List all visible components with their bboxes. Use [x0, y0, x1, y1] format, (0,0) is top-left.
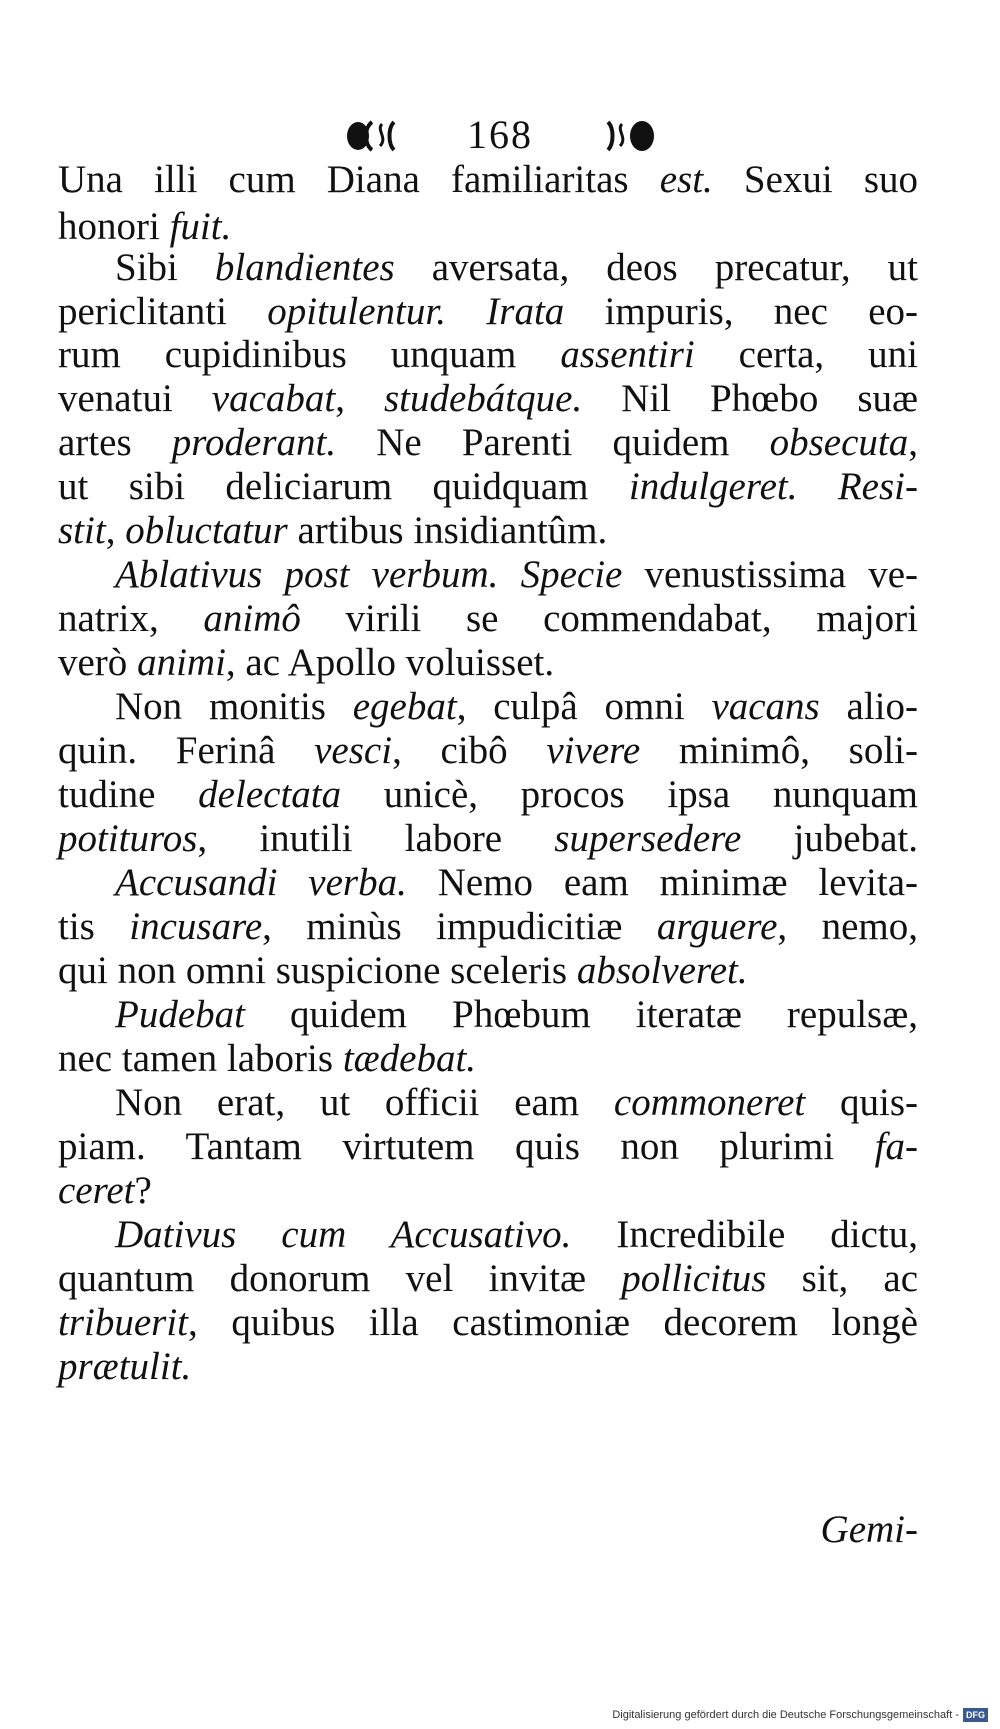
- text-segment: Sibi: [115, 246, 215, 289]
- text-segment: , inutili labore: [197, 817, 555, 860]
- text-segment: periclitanti: [58, 290, 268, 333]
- text-segment: [498, 553, 520, 596]
- text-segment: artes: [58, 421, 172, 464]
- text-line: [115, 1081, 918, 1125]
- text-segment: venatui: [58, 377, 212, 420]
- text-line: [115, 553, 918, 597]
- text-line: [115, 1213, 918, 1257]
- text-line: [58, 1169, 918, 1213]
- text-segment: aversata, deos precatur, ut: [394, 246, 918, 289]
- text-segment: tis: [58, 905, 130, 948]
- italic-segment: animô: [203, 597, 301, 640]
- text-line: [58, 773, 918, 817]
- text-segment: qui non omni suspicione sceleris: [58, 949, 577, 992]
- text-segment: [797, 465, 837, 508]
- italic-segment: vacans: [711, 685, 820, 728]
- italic-segment: vacabat: [211, 377, 336, 420]
- text-line: [115, 246, 918, 290]
- text-segment: quis-: [805, 1081, 918, 1124]
- text-segment: impuris, nec eo-: [564, 290, 919, 333]
- text-segment: Sexui suo: [712, 158, 918, 201]
- text-line: [58, 817, 918, 861]
- italic-segment: Resi-: [837, 465, 918, 508]
- italic-segment: est.: [659, 158, 713, 201]
- left-ornament-icon: [346, 116, 402, 154]
- italic-segment: absolveret.: [576, 949, 748, 992]
- right-ornament-icon: [600, 116, 656, 154]
- text-segment: [446, 290, 486, 333]
- text-line: [58, 333, 918, 377]
- text-segment: honori: [58, 205, 170, 248]
- italic-segment: Accusandi verba.: [115, 861, 407, 904]
- italic-segment: egebat: [352, 685, 457, 728]
- dfg-logo-icon: DFG: [963, 1708, 988, 1722]
- italic-segment: fuit.: [169, 205, 232, 248]
- italic-segment: Specie: [520, 553, 623, 596]
- text-segment: minimô, soli-: [640, 729, 918, 772]
- text-segment: piam. Tantam virtutem quis non plurimi: [58, 1125, 875, 1168]
- text-segment: ?: [134, 1169, 152, 1212]
- italic-segment: Irata: [486, 290, 565, 333]
- catchword: Gemi-: [820, 1508, 918, 1551]
- text-segment: , quibus illa castimoniæ decorem longè: [188, 1301, 918, 1344]
- italic-segment: obsecuta: [769, 421, 909, 464]
- text-segment: quantum donorum vel invitæ: [58, 1257, 622, 1300]
- text-line: [58, 905, 918, 949]
- text-line: [115, 685, 918, 729]
- text-segment: sit, ac: [766, 1257, 919, 1300]
- text-segment: ,: [105, 509, 126, 552]
- text-segment: , culpâ omni: [456, 685, 712, 728]
- text-segment: Ne Parenti quidem: [336, 421, 770, 464]
- italic-segment: Dativus cum Accusativo.: [115, 1213, 572, 1256]
- text-segment: , cibô: [392, 729, 547, 772]
- italic-segment: indulgeret.: [628, 465, 798, 508]
- text-segment: unicè, procos ipsa nunquam: [341, 773, 918, 816]
- text-line: [58, 1301, 918, 1345]
- text-line: [58, 729, 918, 773]
- italic-segment: prætulit.: [58, 1345, 192, 1388]
- italic-segment: stit: [58, 509, 106, 552]
- italic-segment: assentiri: [560, 333, 695, 376]
- italic-segment: Ablativus post verbum.: [115, 553, 499, 596]
- text-line: [58, 205, 918, 249]
- text-segment: certa, uni: [694, 333, 918, 376]
- text-line: [115, 993, 918, 1037]
- digitization-footer: [612, 1707, 988, 1723]
- text-segment: quin. Ferinâ: [58, 729, 315, 772]
- text-line: [58, 1125, 918, 1169]
- italic-segment: tribuerit: [58, 1301, 189, 1344]
- text-segment: ut sibi deliciarum quidquam: [58, 465, 629, 508]
- italic-segment: animi: [137, 641, 226, 684]
- text-line: [58, 465, 918, 509]
- text-segment: Nemo eam minimæ levita-: [406, 861, 918, 904]
- text-segment: , nemo,: [777, 905, 918, 948]
- italic-segment: blandientes: [214, 246, 395, 289]
- text-line: [58, 597, 918, 641]
- text-segment: tudine: [58, 773, 199, 816]
- text-segment: rum cupidinibus unquam: [58, 333, 561, 376]
- text-segment: ,: [908, 421, 918, 464]
- text-segment: Non erat, ut officii eam: [115, 1081, 614, 1124]
- text-segment: Nil Phœbo suæ: [582, 377, 919, 420]
- italic-segment: supersedere: [554, 817, 742, 860]
- text-segment: nec tamen laboris: [58, 1037, 343, 1080]
- text-line: [58, 1037, 918, 1081]
- text-segment: Incredibile dictu,: [571, 1213, 918, 1256]
- italic-segment: Pudebat: [115, 993, 245, 1036]
- italic-segment: studebátque.: [383, 377, 583, 420]
- text-segment: artibus insidiantûm.: [287, 509, 608, 552]
- italic-segment: opitulentur.: [267, 290, 446, 333]
- text-line: [58, 421, 918, 465]
- italic-segment: proderant.: [171, 421, 337, 464]
- text-line: [58, 949, 918, 993]
- footer-credit: Digitalisierung gefördert durch die Deutsche Forschungsgemeinschaft -: [612, 1709, 959, 1721]
- italic-segment: tædebat.: [342, 1037, 477, 1080]
- italic-segment: vivere: [546, 729, 641, 772]
- text-line: [115, 861, 918, 905]
- italic-segment: arguere: [656, 905, 778, 948]
- italic-segment: obluctatur: [125, 509, 288, 552]
- text-line: [58, 290, 918, 334]
- text-line: [58, 1345, 918, 1389]
- text-segment: ,: [335, 377, 384, 420]
- italic-segment: pollicitus: [621, 1257, 767, 1300]
- text-segment: natrix,: [58, 597, 204, 640]
- italic-segment: commoneret: [613, 1081, 806, 1124]
- text-line: [58, 158, 918, 202]
- text-segment: venustissima ve-: [622, 553, 919, 596]
- text-segment: alio-: [819, 685, 918, 728]
- text-line: [58, 377, 918, 421]
- text-line: [58, 509, 918, 553]
- italic-segment: potituros: [58, 817, 198, 860]
- text-segment: quidem Phœbum iteratæ repulsæ,: [244, 993, 918, 1036]
- text-line: [58, 1257, 918, 1301]
- italic-segment: delectata: [198, 773, 342, 816]
- italic-segment: fa-: [874, 1125, 918, 1168]
- italic-segment: ceret: [58, 1169, 135, 1212]
- text-segment: jubebat.: [741, 817, 918, 860]
- text-segment: Una illi cum Diana familiaritas: [58, 158, 660, 201]
- text-segment: Non monitis: [115, 685, 353, 728]
- italic-segment: incusare: [129, 905, 263, 948]
- text-segment: , minùs impudicitiæ: [262, 905, 657, 948]
- text-segment: virili se commendabat, majori: [300, 597, 919, 640]
- text-line: [58, 641, 918, 685]
- text-segment: verò: [58, 641, 138, 684]
- text-segment: , ac Apollo voluisset.: [225, 641, 555, 684]
- italic-segment: vesci: [314, 729, 393, 772]
- page-number: 168: [467, 112, 533, 157]
